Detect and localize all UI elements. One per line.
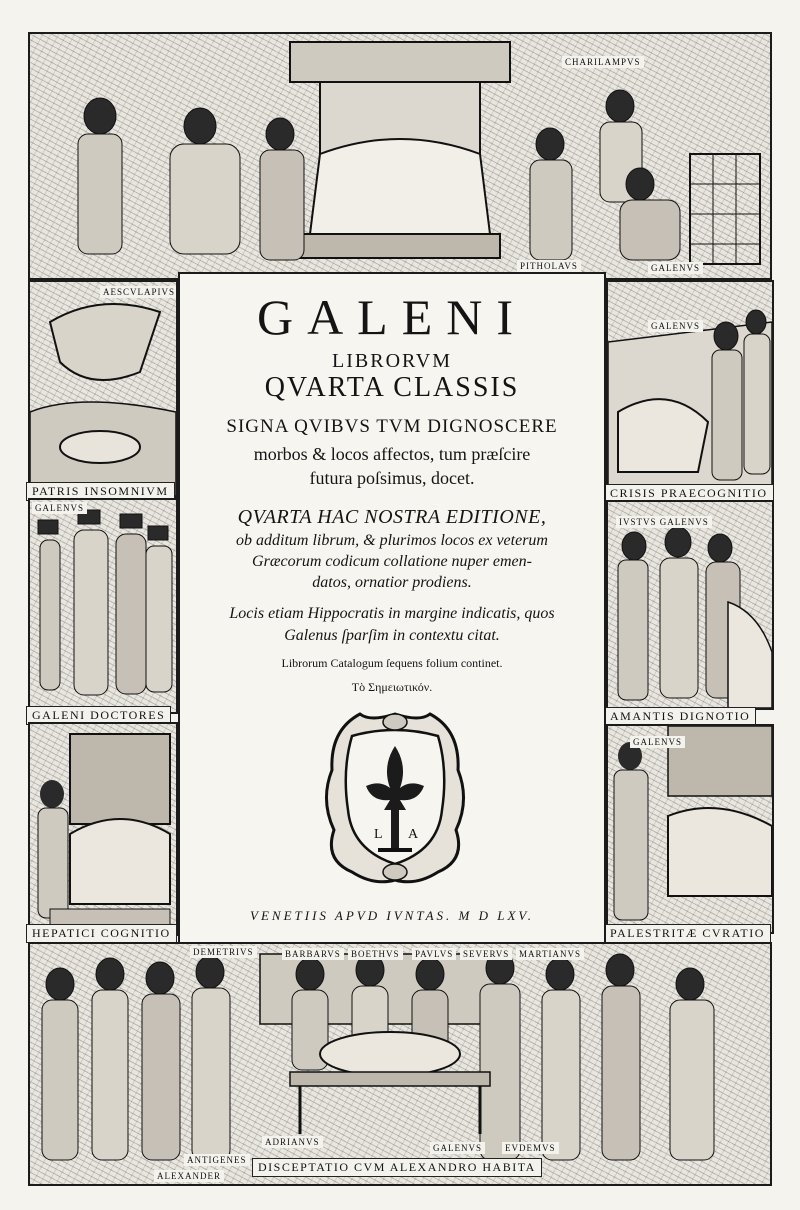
label-galenus-palestrite: GALENVS — [630, 736, 685, 748]
edition-line-2: ob additum librum, & plurimos locos ex veterum — [236, 532, 548, 549]
left-panel-hepatici — [28, 722, 178, 936]
plate-patris-insomnium: PATRIS INSOMNIVM — [26, 482, 175, 501]
label-galenus-top: GALENVS — [648, 262, 703, 274]
mark-letter-l: L — [374, 827, 383, 842]
label-demetrius: DEMETRIVS — [190, 946, 257, 958]
locis-line-1: Locis etiam Hippocratis in margine indicatis, quos — [229, 605, 555, 622]
right-panel-amantis — [606, 500, 774, 710]
label-alexander: ALEXANDER — [154, 1170, 224, 1182]
title-line-librorum: LIBRORVM — [332, 350, 452, 372]
label-eudemus: EVDEMVS — [502, 1142, 559, 1154]
plate-amantis-dignotio: AMANTIS DIGNOTIO — [604, 707, 756, 726]
left-panel-aesculapius — [28, 280, 178, 498]
amantis-illustration — [608, 502, 772, 708]
label-martianus: MARTIANVS — [516, 948, 584, 960]
printers-mark-fleur-de-lis — [320, 710, 470, 884]
bottom-woodcut-dissection-scene — [28, 942, 772, 1186]
hepatici-illustration — [30, 724, 176, 934]
label-pitholaus: PITHOLAVS — [517, 260, 581, 272]
top-woodcut-deathbed-scene — [28, 32, 772, 280]
label-antigenes: ANTIGENES — [184, 1154, 250, 1166]
title-block — [178, 272, 606, 944]
greek-title: Τὸ Σημειωτικόν. — [351, 680, 433, 694]
left-panel-galeni-doctores — [28, 498, 178, 714]
label-galenus-doctores: GALENVS — [32, 502, 87, 514]
right-panel-crisis — [606, 280, 774, 490]
label-adrianus: ADRIANVS — [262, 1136, 323, 1148]
label-galenus-crisis: GALENVS — [648, 320, 703, 332]
plate-crisis-praecognitio: CRISIS PRAECOGNITIO — [604, 484, 774, 503]
plate-hepatici-cognitio: HEPATICI COGNITIO — [26, 924, 177, 943]
title-line-quarta-classis: QVARTA CLASSIS — [264, 372, 520, 403]
edition-line-3: Græcorum codicum collatione nuper emen- — [252, 553, 532, 570]
title-line-futura: futura poſsimus, docet. — [309, 468, 475, 488]
label-charilampus: CHARILAMPVS — [562, 56, 644, 68]
label-paulus: PAVLVS — [412, 948, 456, 960]
dissection-illustration — [30, 944, 770, 1184]
label-severus: SEVERVS — [460, 948, 512, 960]
right-panel-palestrite — [606, 724, 774, 934]
plate-galeni-doctores: GALENI DOCTORES — [26, 706, 171, 725]
aesculapius-illustration — [30, 282, 176, 496]
doctores-illustration — [30, 500, 176, 712]
plate-disceptatio: DISCEPTATIO CVM ALEXANDRO HABITA — [252, 1158, 542, 1177]
mark-letter-a: A — [408, 827, 419, 842]
locis-line-2: Galenus ſparſim in contextu citat. — [284, 627, 500, 644]
palestrite-illustration — [608, 726, 772, 932]
catalogue-note: Librorum Catalogum ſequens folium continet. — [281, 656, 503, 670]
plate-palestritae-curatio: PALESTRITÆ CVRATIO — [604, 924, 771, 943]
label-aesculapius: AESCVLAPIVS — [100, 286, 178, 298]
label-boethus: BOETHVS — [348, 948, 403, 960]
label-barbarus: BARBARVS — [282, 948, 344, 960]
edition-line-1: QVARTA HAC NOSTRA EDITIONE, — [237, 506, 547, 528]
title-line-signa: SIGNA QVIBVS TVM DIGNOSCERE — [226, 416, 558, 437]
label-iustus-galenus: IVSTVS GALENVS — [616, 516, 712, 528]
deathbed-illustration — [30, 34, 770, 278]
main-title: GALENI — [256, 289, 528, 345]
title-line-morbos: morbos & locos affectos, tum præſcire — [253, 444, 531, 464]
crisis-illustration — [608, 282, 772, 488]
label-galenus-bottom: GALENVS — [430, 1142, 485, 1154]
edition-line-4: datos, ornatior prodiens. — [312, 574, 472, 591]
imprint: VENETIIS APVD IVNTAS. M D LXV. — [250, 908, 534, 923]
